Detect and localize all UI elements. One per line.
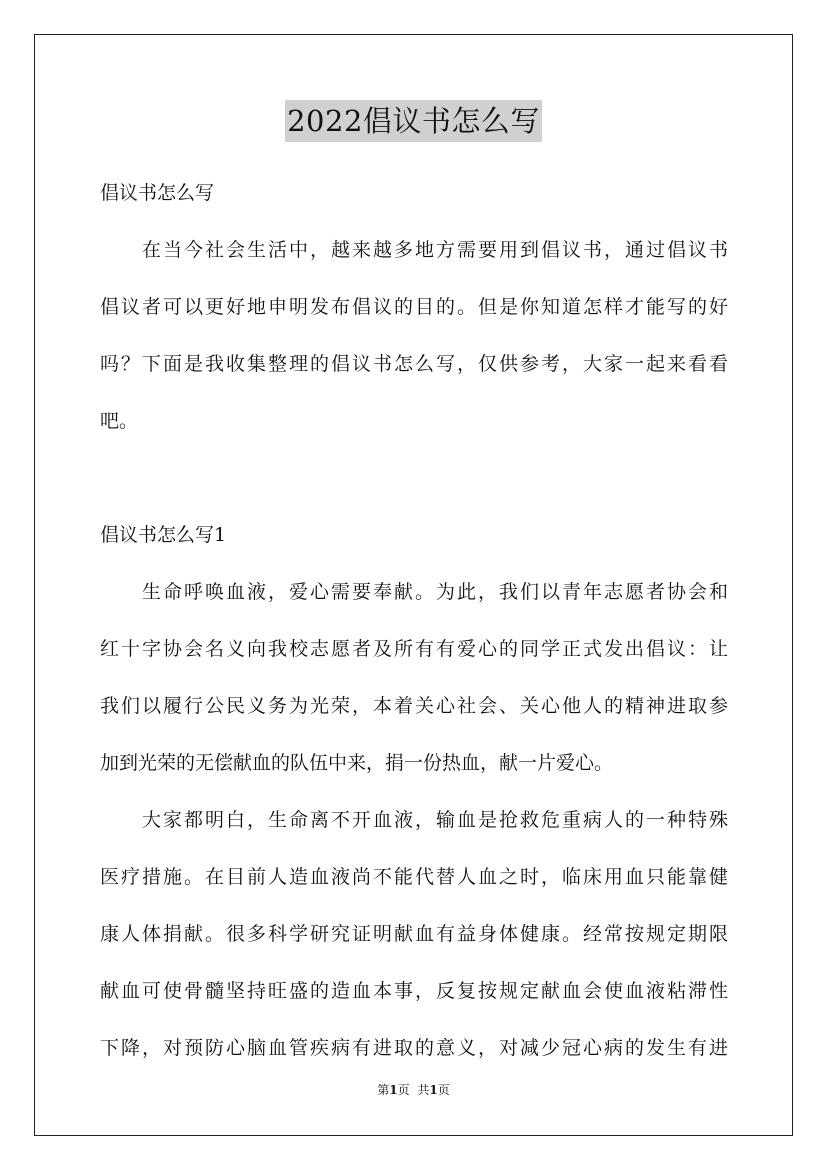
paragraph-line: 红十字协会名义向我校志愿者及所有有爱心的同学正式发出倡议：让 xyxy=(100,638,728,660)
section-heading: 倡议书怎么写 xyxy=(100,182,215,204)
page-number-prefix: 第 xyxy=(377,1083,390,1097)
document-title: 2022倡议书怎么写 xyxy=(285,100,542,142)
paragraph-line: 大家都明白，生命离不开血液，输血是抢救危重病人的一种特殊 xyxy=(142,809,728,831)
total-pages-prefix: 共 xyxy=(417,1083,430,1097)
paragraph-line: 倡议者可以更好地申明发布倡议的目的。但是你知道怎样才能写的好 xyxy=(100,296,728,318)
total-pages-suffix: 页 xyxy=(437,1083,450,1097)
paragraph-line: 医疗措施。在目前人造血液尚不能代替人血之时，临床用血只能靠健 xyxy=(100,866,728,888)
page-footer xyxy=(0,1081,827,1098)
paragraph-line: 在当今社会生活中，越来越多地方需要用到倡议书，通过倡议书 xyxy=(142,239,728,261)
paragraph-line: 吧。 xyxy=(100,410,139,432)
paragraph-line: 加到光荣的无偿献血的队伍中来，捐一份热血，献一片爱心。 xyxy=(100,752,614,774)
paragraph-line: 吗？下面是我收集整理的倡议书怎么写，仅供参考，大家一起来看看 xyxy=(100,353,728,375)
total-pages: 1 xyxy=(429,1083,438,1097)
paragraph-line: 生命呼唤血液，爱心需要奉献。为此，我们以青年志愿者协会和 xyxy=(142,581,728,603)
paragraph-line: 献血可使骨髓坚持旺盛的造血本事，反复按规定献血会使血液粘滞性 xyxy=(100,980,728,1002)
section-heading: 倡议书怎么写1 xyxy=(100,524,227,546)
paragraph-line: 康人体捐献。很多科学研究证明献血有益身体健康。经常按规定期限 xyxy=(100,923,728,945)
document-body xyxy=(100,170,728,1082)
paragraph-line: 下降，对预防心脑血管疾病有进取的意义，对减少冠心病的发生有进 xyxy=(100,1037,728,1059)
blank-line xyxy=(100,455,728,512)
page-number: 1 xyxy=(389,1083,398,1097)
title-wrap xyxy=(0,100,827,142)
page-number-suffix: 页 xyxy=(397,1083,410,1097)
paragraph-line: 我们以履行公民义务为光荣，本着关心社会、关心他人的精神进取参 xyxy=(100,695,728,717)
